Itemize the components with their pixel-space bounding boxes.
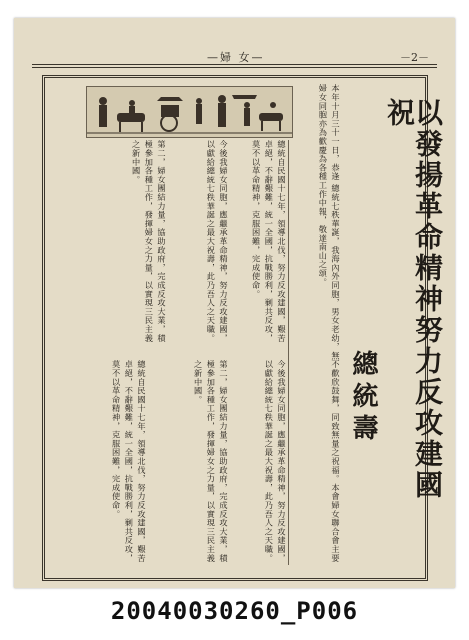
- article-paragraph-3-cont: 第二，婦女團結力量，協助政府，完成反攻大業，積極參加各種工作，發揮婦女之力量，以實現三民主義之新中國。: [193, 360, 229, 563]
- article-paragraph-1: 本年十月三十一日，恭逢 總統七秩華誕，我海內外同胞，男女老幼，無不歡欣鼓舞，同致無量之祝福。本會婦女聯合會主要婦女同胞亦為歡慶為各種工作中報，敬達南山之頌。: [318, 84, 341, 563]
- header-title: —婦 女—: [207, 51, 265, 64]
- procession-illustration-icon: [87, 87, 292, 137]
- page-number: －2－: [400, 51, 429, 64]
- page-header: [32, 45, 437, 65]
- header-rule: [32, 64, 437, 65]
- article-paragraph-3: 今後我婦女同胞，應繼承革命精神，努力反攻建國，以獻給總統七秩華誕之最大祝壽，此乃吾人之天職。: [206, 140, 229, 343]
- article-paragraph-2: 總統自民國十七年，領導北伐，努力反攻建國，艱苦卓絕，不辭艱難，統一全國，抗戰勝利，剿共反攻，莫不以革命精神，克服困難，完成使命。: [251, 140, 287, 343]
- article-author: 總統壽: [348, 350, 378, 446]
- illustration: [86, 86, 293, 138]
- header-rule-secondary: [32, 67, 437, 68]
- article-paragraph-2-cont: 今後我婦女同胞，應繼承革命精神，努力反攻建國，以獻給總統七秩華誕之最大祝壽，此乃吾人之天職。: [264, 360, 287, 563]
- article-title: 以發揚革命精神努力反攻建國祝: [383, 98, 444, 501]
- article-paragraph-4: 第二，婦女團結力量，協助政府，完成反攻大業，積極參加各種工作，發揮婦女之力量，以實現三民主義之新中國。: [131, 140, 167, 343]
- column-divider: [288, 140, 289, 565]
- archive-id: 20040030260_P006: [110, 597, 359, 625]
- article-paragraph-4-cont: 總統自民國十七年，領導北伐，努力反攻建國，艱苦卓絕，不辭艱難，統一全國，抗戰勝利，剿共反攻，莫不以革命精神，克服困難，完成使命。: [111, 360, 147, 563]
